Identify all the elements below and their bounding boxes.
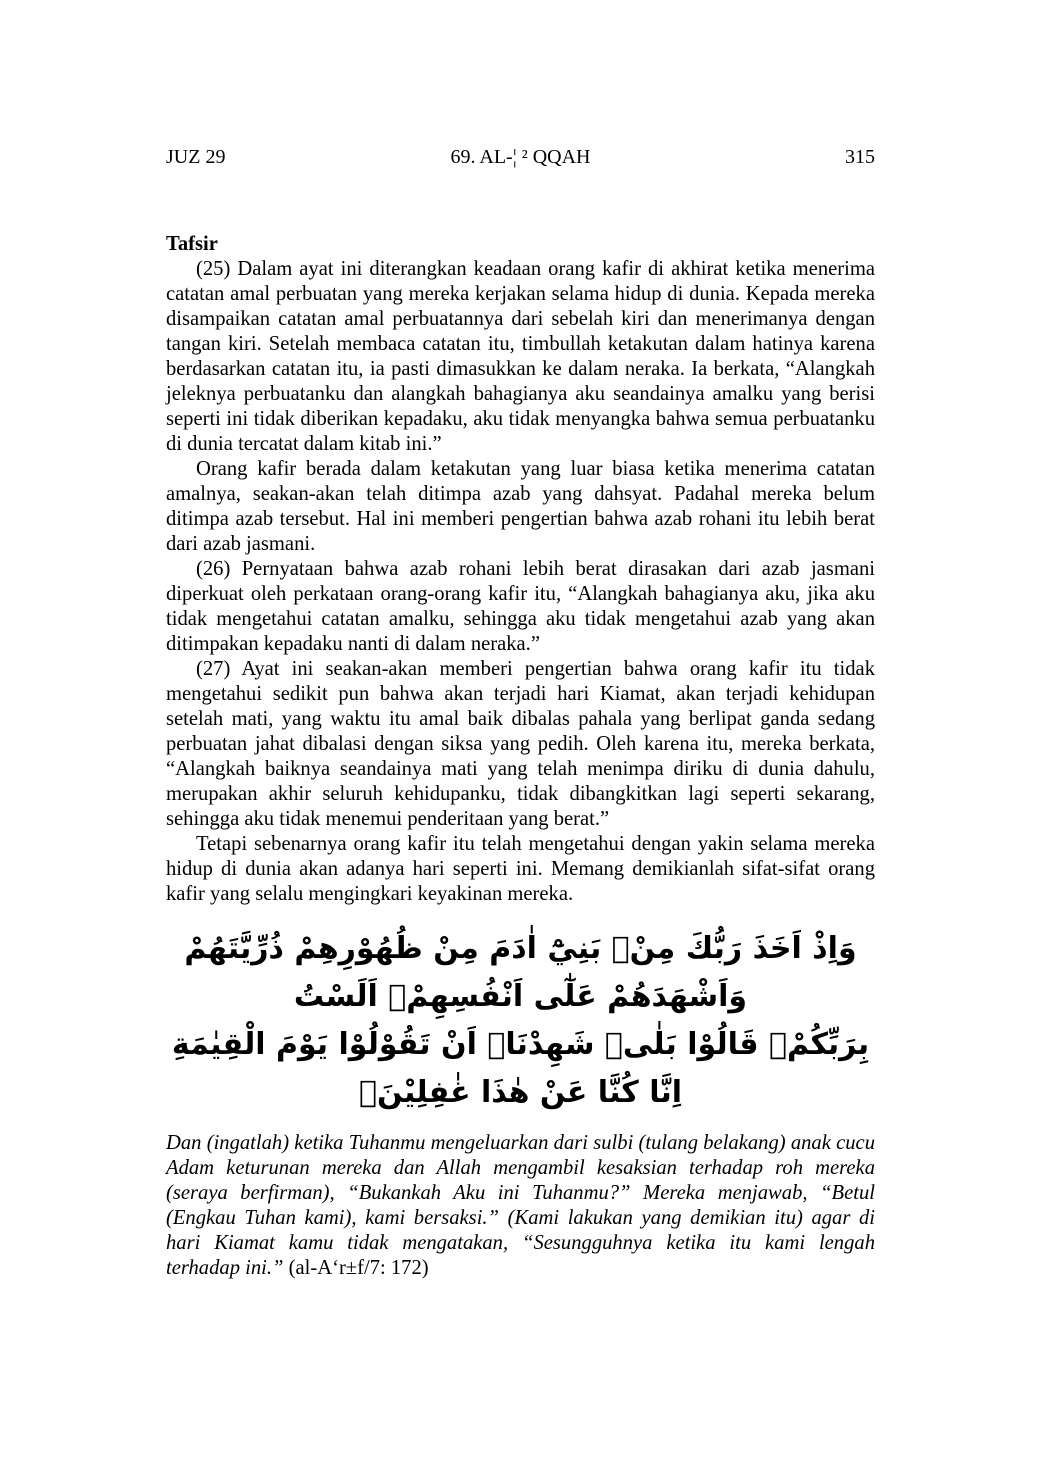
section-title: Tafsir	[166, 233, 218, 255]
arabic-verse-line: بِرَبِّكُمْۗ قَالُوْا بَلٰىۛ شَهِدْنَاۛ اَنْ تَقُوْلُوْا يَوْمَ الْقِيٰمَةِ اِنَّا كُنَّا عَنْ هٰذَا غٰفِلِيْنَۙ	[171, 1027, 870, 1110]
surah-title: 69. AL-¦ ² QQAH	[450, 146, 591, 168]
page-header	[166, 146, 875, 172]
paragraph: (27) Ayat ini seakan-akan memberi pengertian bahwa orang kafir itu tidak mengetahui sedikit pun bahwa akan terjadi hari Kiamat, akan terjadi kehidupan setelah mati, yang waktu itu amal baik dibalas pahala yang berlipat ganda sedang perbuatan jahat dibalasi dengan siksa yang pedih. Oleh karena itu, mereka berkata, “Alangkah baiknya seandainya mati yang telah menimpa diriku di dunia dahulu, merupakan akhir seluruh kehidupanku, tidak dibangkitkan lagi seperti sekarang, sehingga aku tidak menemui penderitaan yang berat.”	[166, 658, 875, 830]
paragraph: (25) Dalam ayat ini diterangkan keadaan orang kafir di akhirat ketika menerima catatan amal perbuatan yang mereka kerjakan selama hidup di dunia. Kepada mereka disampaikan catatan amal perbuatannya dari sebelah kiri dan menerimanya dengan tangan kiri. Setelah membaca catatan itu, timbullah ketakutan dalam hatinya karena berdasarkan catatan itu, ia pasti dimasukkan ke dalam neraka. Ia berkata, “Alangkah jeleknya perbuatanku dan alangkah bahagianya aku seandainya amalku yang berisi seperti ini tidak diberikan kepadaku, aku tidak menyangka bahwa semua perbuatanku di dunia tercatat dalam kitab ini.”	[166, 258, 875, 455]
page-number: 315	[845, 146, 875, 168]
arabic-verse-line: وَاِذْ اَخَذَ رَبُّكَ مِنْۢ بَنِيْٓ اٰدَمَ مِنْ ظُهُوْرِهِمْ ذُرِّيَّتَهُمْ وَاَشْهَدَهُمْ عَلٰٓى اَنْفُسِهِمْۚ اَلَسْتُ	[184, 931, 857, 1014]
arabic-verse	[166, 925, 875, 1117]
paragraph: (26) Pernyataan bahwa azab rohani lebih berat dirasakan dari azab jasmani diperkuat oleh perkataan orang-orang kafir itu, “Alangkah bahagianya aku, jika aku tidak mengetahui catatan amalku, sehingga aku tidak mengetahui azab yang akan ditimpakan kepadaku nanti di dalam neraka.”	[166, 558, 875, 655]
verse-translation	[166, 1131, 875, 1281]
page-body	[166, 232, 875, 1281]
paragraph: Tetapi sebenarnya orang kafir itu telah mengetahui dengan yakin selama mereka hidup di dunia akan adanya hari seperti ini. Memang demikianlah sifat-sifat orang kafir yang selalu mengingkari keyakinan mereka.	[166, 833, 875, 905]
verse-reference: (al-A‘r±f/7: 172)	[288, 1257, 429, 1279]
paragraph: Orang kafir berada dalam ketakutan yang luar biasa ketika menerima catatan amalnya, seakan-akan telah ditimpa azab yang dahsyat. Padahal mereka belum ditimpa azab tersebut. Hal ini memberi pengertian bahwa azab rohani itu lebih berat dari azab jasmani.	[166, 458, 875, 555]
juz-label: JUZ 29	[166, 146, 226, 168]
translation-text: Dan (ingatlah) ketika Tuhanmu mengeluarkan dari sulbi (tulang belakang) anak cucu Adam keturunan mereka dan Allah mengambil kesaksian terhadap roh mereka (seraya berfirman), “Bukankah Aku ini Tuhanmu?” Mereka menjawab, “Betul (Engkau Tuhan kami), kami bersaksi.” (Kami lakukan yang demikian itu) agar di hari Kiamat kamu tidak mengatakan, “Sesungguhnya ketika itu kami lengah terhadap ini.”	[166, 1132, 875, 1279]
